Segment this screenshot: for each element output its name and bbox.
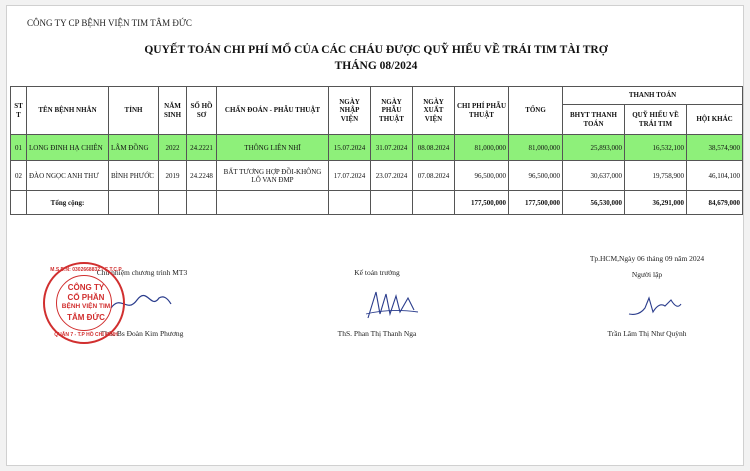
total-row [11, 191, 743, 215]
chief-accountant-signature [362, 284, 422, 324]
cell-birth-year: 2019 [159, 161, 187, 191]
header-file-number: SỐ HỒ SƠ [187, 87, 217, 135]
cell-diagnosis: THÔNG LIÊN NHĨ [217, 135, 329, 161]
signing-date: Tp.HCM,Ngày 06 tháng 09 năm 2024 [589, 254, 705, 263]
program-director-title: Chủ nhiệm chương trình MT3 [96, 268, 188, 277]
company-name: CÔNG TY CP BỆNH VIỆN TIM TÂM ĐỨC [27, 18, 192, 28]
header-stt: ST T [11, 87, 27, 135]
cell-discharge-date: 07.08.2024 [413, 161, 455, 191]
table-row [11, 135, 743, 161]
cell-admission-date: 17.07.2024 [329, 161, 371, 191]
total-label: Tổng cộng: [27, 191, 109, 215]
settlement-table [10, 86, 743, 215]
preparer-signature [625, 288, 685, 322]
cell-other: 46,104,100 [687, 161, 743, 191]
cell-birth-year: 2022 [159, 135, 187, 161]
header-province: TỈNH [109, 87, 159, 135]
cell-file-number: 24.2248 [187, 161, 217, 191]
document-subtitle: THÁNG 08/2024 [334, 60, 418, 72]
company-stamp: M.S.D.N: 0302668832 - C.T.C.P CÔNG TY CỔ PHẦN BỆNH VIỆN TIM TÂM ĐỨC QUẬN 7 - T.P HỒ CHÍ MINH [43, 262, 125, 344]
header-discharge-date: NGÀY XUẤT VIỆN [413, 87, 455, 135]
header-admission-date: NGÀY NHẬP VIỆN [329, 87, 371, 135]
header-fund: QUỸ HIỂU VỀ TRÁI TIM [625, 105, 687, 135]
header-patient-name: TÊN BỆNH NHÂN [27, 87, 109, 135]
cell-insurance: 25,893,000 [563, 135, 625, 161]
header-birth-year: NĂM SINH [159, 87, 187, 135]
cell-fund: 16,532,100 [625, 135, 687, 161]
cell-total: 81,000,000 [509, 135, 563, 161]
cell-insurance: 30,637,000 [563, 161, 625, 191]
table-row [11, 161, 743, 191]
total-other: 84,679,000 [687, 191, 743, 215]
cell-stt: 02 [11, 161, 27, 191]
total-total: 177,500,000 [509, 191, 563, 215]
cell-surgery-cost: 96,500,000 [455, 161, 509, 191]
cell-surgery-date: 23.07.2024 [371, 161, 413, 191]
header-total: TỔNG [509, 87, 563, 135]
cell-province: BÌNH PHƯỚC [109, 161, 159, 191]
total-fund: 36,291,000 [625, 191, 687, 215]
header-surgery-date: NGÀY PHẪU THUẬT [371, 87, 413, 135]
chief-accountant-name: ThS. Phan Thị Thanh Nga [337, 329, 417, 338]
header-diagnosis: CHẨN ĐOÁN - PHẪU THUẬT [217, 87, 329, 135]
cell-province: LÂM ĐỒNG [109, 135, 159, 161]
header-other: HỘI KHÁC [687, 105, 743, 135]
total-surgery-cost: 177,500,000 [455, 191, 509, 215]
header-surgery-cost: CHI PHÍ PHẪU THUẬT [455, 87, 509, 135]
cell-patient-name: ĐÀO NGỌC ANH THƯ [27, 161, 109, 191]
cell-file-number: 24.2221 [187, 135, 217, 161]
total-insurance: 56,530,000 [563, 191, 625, 215]
cell-stt: 01 [11, 135, 27, 161]
cell-diagnosis: BẤT TƯƠNG HỢP ĐỒI-KHÔNG LỖ VAN ĐMP [217, 161, 329, 191]
chief-accountant-title: Kế toán trưởng [354, 268, 400, 277]
header-insurance: BHYT THANH TOÁN [563, 105, 625, 135]
preparer-title: Người lập [631, 270, 663, 279]
cell-fund: 19,758,900 [625, 161, 687, 191]
cell-surgery-date: 31.07.2024 [371, 135, 413, 161]
cell-surgery-cost: 81,000,000 [455, 135, 509, 161]
cell-patient-name: LONG ĐINH HẠ CHIÊN [27, 135, 109, 161]
cell-admission-date: 15.07.2024 [329, 135, 371, 161]
document-page [6, 5, 744, 466]
program-director-name: ThS. Bs Đoàn Kim Phương [100, 329, 184, 338]
cell-other: 38,574,900 [687, 135, 743, 161]
cell-discharge-date: 08.08.2024 [413, 135, 455, 161]
header-payment: THANH TOÁN [563, 87, 743, 105]
document-title: QUYẾT TOÁN CHI PHÍ MỔ CỦA CÁC CHÁU ĐƯỢC QUỸ HIỂU VỀ TRÁI TIM TÀI TRỢ [144, 44, 608, 56]
preparer-name: Trần Lâm Thị Như Quỳnh [607, 329, 687, 338]
cell-total: 96,500,000 [509, 161, 563, 191]
